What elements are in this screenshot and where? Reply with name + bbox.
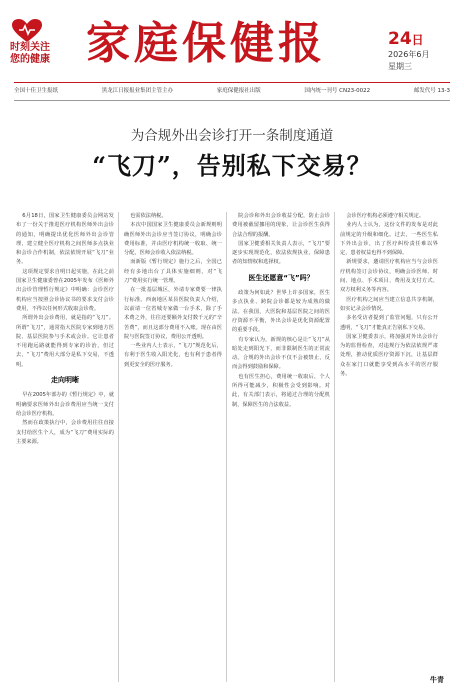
column-divider — [226, 212, 227, 682]
article-column-2 — [124, 212, 222, 370]
issue-day — [388, 30, 448, 49]
paragraph: 国家卫健委表示，将加强对外出会诊行为的监督检查，对违规行为依法依规严肃处理，推动优质医疗资源下沉，让基层群众在家门口就能享受到高水平的医疗服务。 — [340, 333, 438, 378]
info-bar — [14, 86, 450, 100]
paragraph: 本次中国国家卫生健康委员会新规则明确医师外出会诊应当签订协议，明确会诊费用标准，并由医疗机构统一收取、统一分配，医师会诊收入依法纳税。 — [124, 222, 222, 257]
info-postal-code: 邮发代号 13-3 — [413, 88, 450, 94]
paragraph: 政策为何如此？世界上许多国家，医生多点执业、跨院会诊都是较为成熟的做法。在我国，大医院和基层医院之间的医疗资源不平衡，外出会诊是优化资源配置的重要手段。 — [232, 290, 330, 334]
column-divider — [334, 212, 335, 682]
date-box — [388, 30, 448, 73]
day-suffix: 日 — [411, 33, 424, 47]
paragraph: 会诊医疗机构必须遵守相关规定。 — [346, 213, 425, 219]
paragraph: 所谓外出会诊费用，就是指的“飞刀”。所谓“飞刀”，通常指大医院专家到地方医院、基层医院参与手术或会诊。它让患者不用跑远路就能得到专家的诊治，但过去，“飞刀”费用大部分是私下交易，不透明。 — [16, 315, 114, 368]
masthead-rule — [14, 82, 450, 83]
paragraph: 也需依法纳税。 — [130, 213, 167, 219]
article-headline: “飞刀”，告别私下交易？ — [92, 151, 372, 180]
paragraph: 业内人士认为，这份文件的发布是对此前规定的升级和细化。过去，一些医生私下外出会诊，出了医疗纠纷责任难以界定，患者权益也得不到保障。 — [340, 222, 438, 257]
paragraph: 这项规定要求自明日起实施，在此之前国家卫生健康委曾在2005年发布《医师外出会诊管理暂行规定》中明确：会诊医疗机构应当按照会诊协议书的要求支付会诊费用，不得以任何形式收取会诊费。 — [16, 268, 114, 312]
paragraph: 也有医生担心，费用统一收取后，个人所得可能减少，积极性会受到影响。对此，有关部门表示，将通过合理的分配机制，保障医生的合法收益。 — [232, 373, 330, 408]
paragraph: 新规要求，邀请医疗机构应当与会诊医疗机构签订会诊协议，明确会诊医师、时间、地点、手术项目、费用及支付方式、双方权利义务等内容。 — [340, 259, 438, 294]
paragraph: 一些业内人士表示，“飞刀”规范化后，有利于医生收入阳光化，也有利于患者得到更安全的医疗服务。 — [124, 343, 222, 368]
paragraph: 有专家认为，新规的核心是让“飞刀”从暗处走到阳光下，而非限制医生的正常流动。合规的外出会诊不仅不会被禁止，反而会得到鼓励和保障。 — [232, 336, 330, 371]
paragraph: 然而在政策执行中，会诊费用往往直接支付给医生个人，成为“飞刀”费用实际的主要来源。 — [16, 420, 114, 445]
article-column-1 — [16, 212, 114, 447]
slogan-line-1: 时刻关注 — [10, 42, 50, 53]
paragraph: 医疗机构之间应当建立信息共享机制，如实记录会诊情况。 — [340, 296, 438, 312]
info-cn-number: 国内统一刊号 CN23-0022 — [304, 88, 371, 94]
info-award: 全国十佳卫生报纸 — [14, 88, 59, 94]
slogan-line-2: 您的健康 — [10, 54, 50, 65]
article-subhead: 为合规外出会诊打开一条制度通道 — [130, 128, 334, 144]
column-divider — [118, 212, 119, 682]
paragraph: 国家卫健委相关负责人表示，“飞刀”要逐步实现规范化，依法依规执业，保障患者的知情权和选择权。 — [232, 240, 330, 266]
paragraph: 而新版《暂行规定》施行之后，全国已经有多地出台了具体实施细则，对“飞刀”费用实行统一管理。 — [124, 259, 222, 285]
article-column-4 — [340, 212, 438, 379]
day-number: 24 — [388, 29, 412, 49]
section-heading: 走向明晰 — [51, 376, 79, 385]
info-publisher: 黑龙江日报报业集团主管主办 — [101, 88, 174, 94]
paragraph: 在一批基层城区，外请专家费要一律执行标准。西南地区某县医院负责人介绍，以前请一位省城专家做一台手术，除了手术费之外，往往还要额外支付数千元的“辛苦费”，而且这部分费用不入账。现在由医院与医院签订协议，费用公开透明。 — [124, 287, 222, 340]
article-column-3 — [232, 212, 330, 410]
weekday: 星期三 — [388, 62, 412, 71]
year-month: 2026年6月 — [388, 50, 430, 59]
paragraph: 院会诊和外出会诊收益分配，防止会诊费用被截留挪用的现象，让会诊医生获得合法合理的报酬。 — [232, 213, 330, 238]
paragraph: 6月18日，国家卫生健康委员会网站发布了一份关于推进医疗机构医师外出会诊的通知，明确提出优化医师外出会诊管理，建立健全医疗机构之间医师多点执业和会诊合作机制，依法依规开展“飞刀”业务。 — [16, 213, 114, 266]
article-author: 牛青 — [430, 676, 444, 684]
paragraph: 早在2005年部办的《暂行规定》中，就明确要求医师外出会诊费用应当统一支付给会诊医疗机构。 — [16, 392, 114, 417]
info-press: 家庭保健报社出版 — [216, 88, 261, 94]
paragraph: 多名受访者提到了监管问题，只有公开透明，“飞刀”才能真正告别私下交易。 — [340, 315, 438, 331]
slogan — [10, 42, 50, 66]
info-rule — [14, 100, 450, 101]
newspaper-title: 家庭保健报 — [86, 18, 326, 69]
section-heading: 医生还愿意“飞”吗？ — [248, 273, 314, 282]
masthead — [0, 0, 464, 90]
